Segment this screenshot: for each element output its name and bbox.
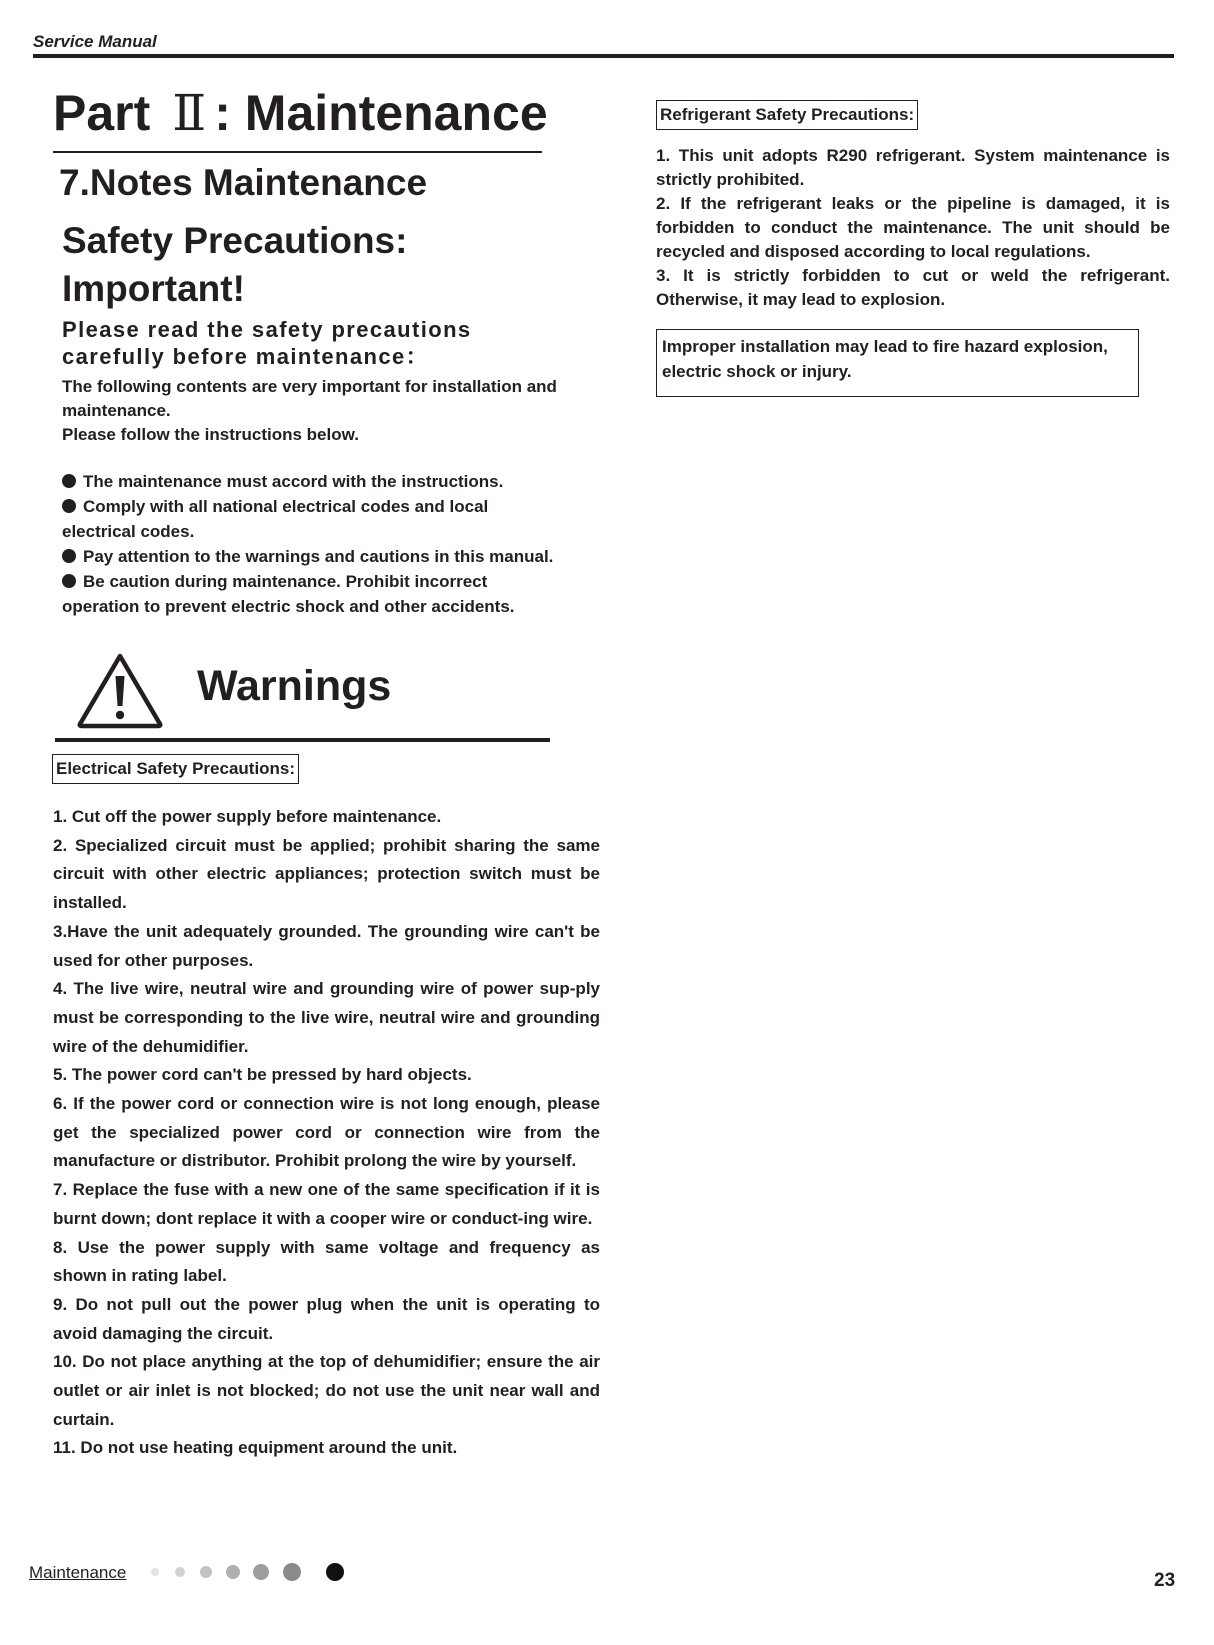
bullet-text: Pay attention to the warnings and cautions in this manual.: [83, 547, 554, 566]
list-item: 2. Specialized circuit must be applied; prohibit sharing the same circuit with other electric appliances; protection switch must be installed.: [53, 835, 600, 913]
progress-dot: [200, 1566, 212, 1578]
header-label: Service Manual: [33, 32, 157, 51]
progress-dot: [175, 1567, 185, 1577]
warnings-title: Warnings: [197, 662, 392, 710]
list-item: 7. Replace the fuse with a new one of the same specification if it is burnt down; dont replace it with a cooper wire or conduct-ing wire.: [53, 1180, 600, 1228]
footer-maintenance-link[interactable]: Maintenance: [29, 1563, 127, 1582]
list-item: 8. Use the power supply with same voltage and frequency as shown in rating label.: [53, 1237, 600, 1286]
progress-dot: [326, 1563, 344, 1581]
intro-line: The following contents are very important for installation and maintenance.: [62, 377, 557, 420]
list-item: 1. This unit adopts R290 refrigerant. System maintenance is strictly prohibited.: [656, 146, 1170, 189]
safety-heading: Safety Precautions:: [62, 220, 408, 261]
bullet-item: [62, 494, 562, 544]
list-item: 2. If the refrigerant leaks or the pipeline is damaged, it is forbidden to conduct the maintenance. The unit should be recycled and disposed according to local regulations.: [656, 194, 1170, 261]
list-item: 3.Have the unit adequately grounded. The grounding wire can't be used for other purposes.: [53, 921, 600, 970]
bullet-item: [62, 469, 562, 494]
list-item: 10. Do not place anything at the top of dehumidifier; ensure the air outlet or air inlet is not blocked; do not use the unit near wall and curtain.: [53, 1352, 600, 1429]
part-title-suffix: : Maintenance: [214, 85, 548, 141]
bullet-icon: [62, 499, 76, 513]
page-number: 23: [1154, 1570, 1176, 1591]
intro-line: Please follow the instructions below.: [62, 425, 359, 444]
progress-dot: [253, 1564, 269, 1580]
list-item: 9. Do not pull out the power plug when the unit is operating to avoid damaging the circuit.: [53, 1294, 600, 1343]
list-item: 3. It is strictly forbidden to cut or weld the refrigerant. Otherwise, it may lead to explosion.: [656, 266, 1170, 309]
title-rule: [53, 151, 542, 153]
electrical-label: Electrical Safety Precautions:: [52, 754, 299, 784]
part-title: [53, 84, 548, 142]
list-item: 4. The live wire, neutral wire and grounding wire of power sup-ply must be corresponding to the live wire, neutral wire and grounding wire of the dehumidifier.: [53, 979, 600, 1056]
list-item: 11. Do not use heating equipment around the unit.: [53, 1438, 458, 1458]
part-title-prefix: Part: [53, 85, 151, 141]
header-rule: [33, 54, 1174, 58]
warning-triangle-icon: [76, 652, 164, 730]
bullet-text: Be caution during maintenance. Prohibit incorrect operation to prevent electric shock and other accidents.: [62, 572, 515, 616]
progress-dot: [226, 1565, 240, 1579]
intro-lead: Please read the safety precautions carefully before maintenance：: [62, 317, 472, 369]
progress-dot: [151, 1568, 159, 1576]
bullet-text: Comply with all national electrical codes and local electrical codes.: [62, 497, 489, 541]
bullet-icon: [62, 474, 76, 488]
part-title-roman: Ⅱ: [172, 84, 207, 142]
refrigerant-list: [656, 144, 1170, 312]
bullet-icon: [62, 574, 76, 588]
bullet-icon: [62, 549, 76, 563]
list-item: 1. Cut off the power supply before maintenance.: [53, 807, 442, 826]
electrical-list: [53, 803, 600, 1463]
refrigerant-label: Refrigerant Safety Precautions:: [656, 100, 918, 130]
intro-body: [62, 375, 562, 447]
list-item: 5. The power cord can't be pressed by hard objects.: [53, 1065, 472, 1085]
bullet-text: The maintenance must accord with the instructions.: [83, 472, 504, 491]
caution-box: Improper installation may lead to fire hazard explosion, electric shock or injury.: [656, 329, 1139, 397]
warnings-rule: [55, 738, 550, 742]
section-heading: 7.Notes Maintenance: [59, 162, 428, 203]
list-item: 6. If the power cord or connection wire is not long enough, please get the specialized power cord or connection wire from the manufacture or distributor. Prohibit prolong the wire by yourself.: [53, 1094, 600, 1171]
bullet-list: [62, 469, 562, 619]
bullet-item: [62, 544, 562, 569]
important-heading: Important!: [62, 268, 245, 309]
bullet-item: [62, 569, 562, 619]
progress-dot: [283, 1563, 301, 1581]
